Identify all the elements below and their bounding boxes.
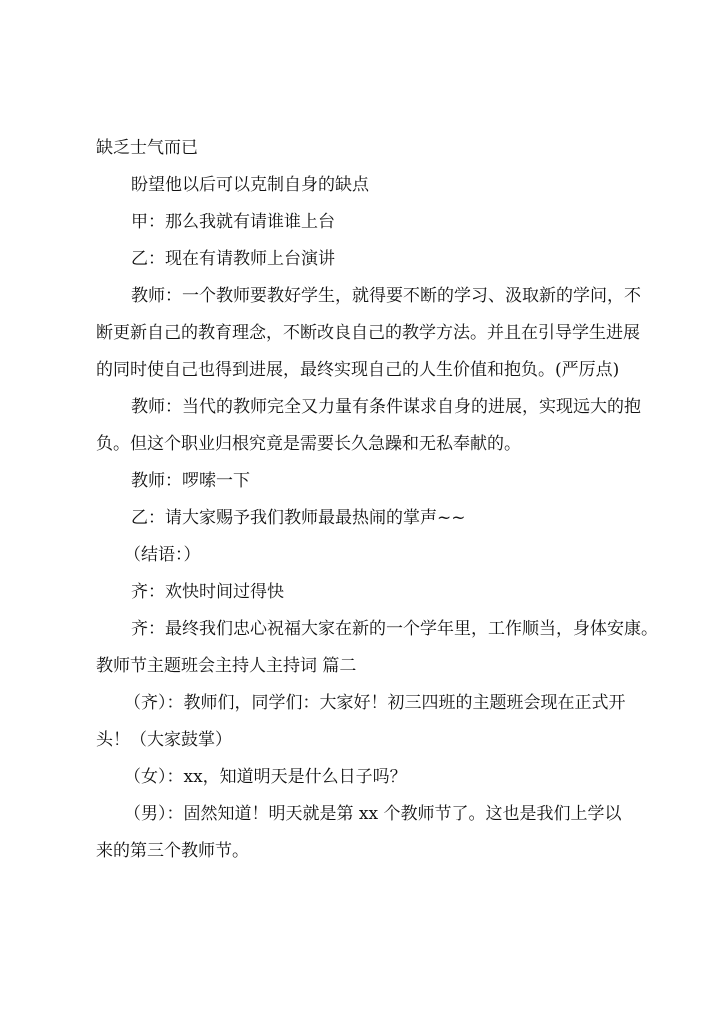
text-line: 头！（大家鼓掌） [96,730,232,750]
text-line: 盼望他以后可以克制自身的缺点 [131,175,369,195]
text-line: 来的第三个教师节。 [96,841,249,861]
text-line: （结语：） [124,545,201,565]
text-line: 齐：欢快时间过得快 [131,582,284,602]
text-line: 齐：最终我们忠心祝福大家在新的一个学年里，工作顺当，身体安康。 [131,619,658,639]
text-line: 教师：啰嗦一下 [131,471,250,491]
text-line: 乙：现在有请教师上台演讲 [131,249,335,269]
text-line: 教师：当代的教师完全又力量有条件谋求自身的进展，实现远大的抱 [131,397,641,417]
text-line: 乙：请大家赐予我们教师最最热闹的掌声~~ [131,508,466,528]
text-line: 断更新自己的教育理念，不断改良自己的教学方法。并且在引导学生进展 [96,323,640,343]
text-line: 负。但这个职业归根究竟是需要长久急躁和无私奉献的。 [96,434,521,454]
document-body [96,130,658,870]
text-line: （齐）：教师们，同学们：大家好！初三四班的主题班会现在正式开 [124,693,626,713]
section-heading: 教师节主题班会主持人主持词 篇二 [96,656,357,676]
text-line: （男）：固然知道！明天就是第 xx 个教师节了。这也是我们上学以 [124,804,622,824]
text-line: 的同时使自己也得到进展，最终实现自己的人生价值和抱负。(严厉点) [96,360,620,380]
text-line: 缺乏士气而已 [96,138,198,158]
text-line: 教师：一个教师要教好学生，就得要不断的学习、汲取新的学问，不 [131,286,641,306]
text-line: （女）：xx，知道明天是什么日子吗？ [124,767,407,787]
text-line: 甲：那么我就有请谁谁上台 [131,212,335,232]
